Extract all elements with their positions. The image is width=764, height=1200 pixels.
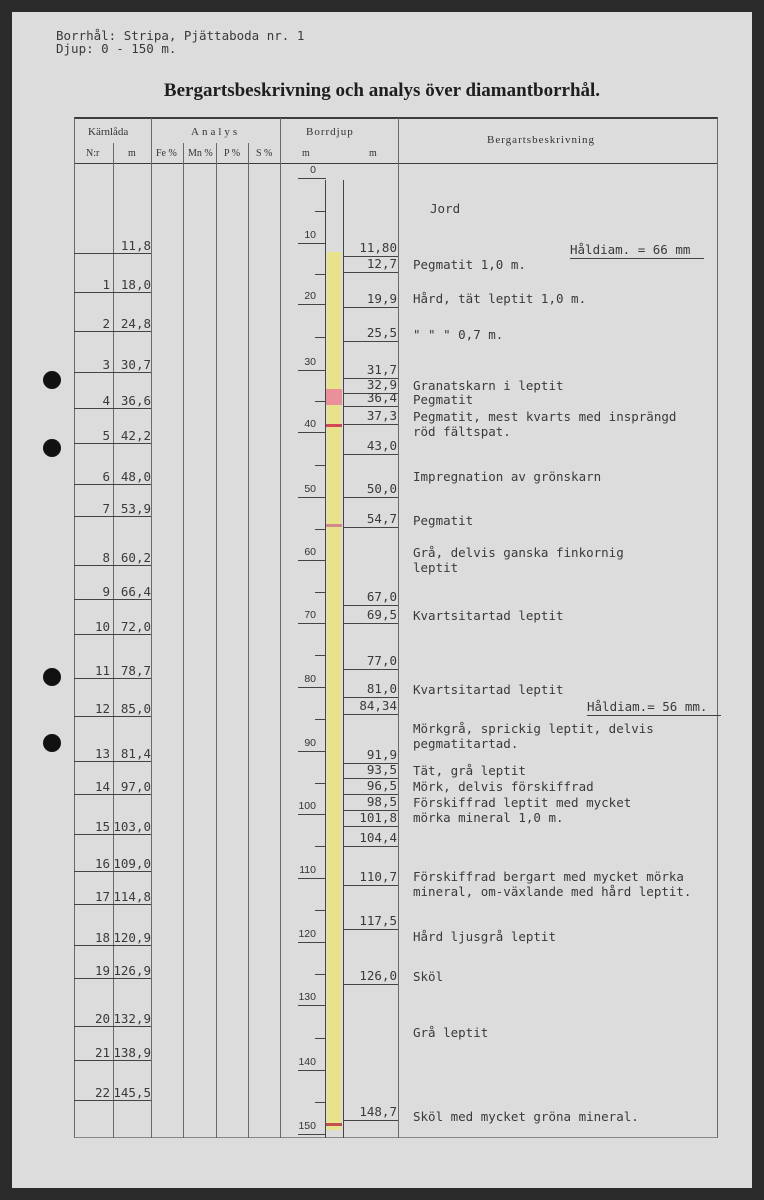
scale-label: 30	[304, 356, 316, 368]
scale-label: 150	[298, 1120, 316, 1132]
box-number: 22	[94, 1085, 110, 1100]
box-number: 16	[94, 856, 110, 871]
box-rule	[74, 834, 151, 835]
box-number: 3	[102, 357, 110, 372]
box-rule	[74, 716, 151, 717]
box-number: 8	[102, 550, 110, 565]
description-text: leptit	[413, 560, 459, 575]
box-depth: 120,9	[113, 930, 151, 945]
description-text: mörka mineral 1,0 m.	[413, 810, 564, 825]
box-depth: 132,9	[113, 1011, 151, 1026]
description-text: röd fältspat.	[413, 424, 511, 439]
depth-rule	[343, 424, 398, 425]
box-depth: 36,6	[120, 393, 151, 408]
depth-rule	[343, 1120, 398, 1121]
depth-value: 11,80	[359, 240, 397, 255]
box-rule	[74, 408, 151, 409]
table-bottom-rule	[74, 1137, 718, 1138]
scale-label: 10	[304, 229, 316, 241]
description-text: Jord	[430, 201, 461, 216]
column-line	[151, 118, 152, 1138]
header-nr: N:r	[86, 148, 100, 159]
box-number: 13	[94, 746, 110, 761]
scale-tick	[298, 497, 326, 498]
description-text: Sköl med mycket gröna mineral.	[413, 1109, 639, 1124]
depth-value: 104,4	[359, 830, 397, 845]
scale-minor-tick	[315, 529, 326, 530]
box-number: 10	[94, 619, 110, 634]
scale-label: 0	[310, 164, 316, 176]
header-fe: Fe %	[156, 148, 177, 159]
description-text: Håldiam. = 66 mm	[570, 242, 691, 257]
box-number: 9	[102, 584, 110, 599]
box-rule	[74, 871, 151, 872]
depth-rule	[343, 984, 398, 985]
box-number: 18	[94, 930, 110, 945]
pegmatite-mark	[326, 424, 342, 427]
box-number: 11	[94, 663, 110, 678]
scale-minor-tick	[315, 401, 326, 402]
scale-minor-tick	[315, 1038, 326, 1039]
box-number: 6	[102, 469, 110, 484]
header-borrdjup: Borrdjup	[306, 126, 354, 138]
box-depth: 24,8	[120, 316, 151, 331]
scale-tick	[298, 304, 326, 305]
box-depth: 138,9	[113, 1045, 151, 1060]
box-depth: 48,0	[120, 469, 151, 484]
header-karnlada: Kärnlåda	[88, 126, 129, 138]
scale-tick	[298, 370, 326, 371]
box-rule	[74, 599, 151, 600]
description-text: Grå, delvis ganska finkornig	[413, 545, 624, 560]
table-header-rule	[74, 163, 718, 164]
box-rule	[74, 761, 151, 762]
box-number: 4	[102, 393, 110, 408]
description-text: Granatskarn i leptit	[413, 378, 564, 393]
depth-rule	[343, 272, 398, 273]
box-depth: 103,0	[113, 819, 151, 834]
description-text: Pegmatit	[413, 513, 474, 528]
depth-value: 110,7	[359, 869, 397, 884]
scale-label: 100	[298, 800, 316, 812]
scale-minor-tick	[315, 337, 326, 338]
depth-value: 67,0	[366, 589, 397, 604]
box-depth: 109,0	[113, 856, 151, 871]
box-number: 5	[102, 428, 110, 443]
box-rule	[74, 1026, 151, 1027]
box-number: 7	[102, 501, 110, 516]
column-line	[398, 118, 399, 1138]
column-line	[248, 143, 249, 1138]
depth-rule	[343, 341, 398, 342]
header-analys: Analys	[191, 126, 241, 138]
scale-label: 90	[304, 737, 316, 749]
description-text: Grå leptit	[413, 1025, 489, 1040]
scale-label: 50	[304, 483, 316, 495]
pegmatite-mark	[326, 524, 342, 527]
column-line	[216, 143, 217, 1138]
depth-rule	[343, 826, 398, 827]
depth-rule	[343, 454, 398, 455]
scale-minor-tick	[315, 655, 326, 656]
box-rule	[74, 253, 151, 254]
box-rule	[74, 945, 151, 946]
box-number: 19	[94, 963, 110, 978]
box-number: 1	[102, 277, 110, 292]
scale-label: 40	[304, 418, 316, 430]
scale-minor-tick	[315, 465, 326, 466]
scale-label: 120	[298, 928, 316, 940]
depth-rule	[343, 527, 398, 528]
box-depth: 81,4	[120, 746, 151, 761]
description-text: Mörkgrå, sprickig leptit, delvis	[413, 721, 654, 736]
box-number: 14	[94, 779, 110, 794]
depth-rule	[343, 846, 398, 847]
box-number: 21	[94, 1045, 110, 1060]
description-text: Pegmatit, mest kvarts med insprängd	[413, 409, 677, 424]
box-number: 20	[94, 1011, 110, 1026]
box-depth: 30,7	[120, 357, 151, 372]
depth-value: 98,5	[366, 794, 397, 809]
box-depth: 11,8	[120, 238, 151, 253]
scale-minor-tick	[315, 846, 326, 847]
depth-value: 32,9	[366, 377, 397, 392]
scale-minor-tick	[315, 910, 326, 911]
punch-hole	[43, 371, 61, 389]
depth-value: 19,9	[366, 291, 397, 306]
scale-tick	[298, 814, 326, 815]
header-mn: Mn %	[188, 148, 213, 159]
core-column	[327, 252, 341, 1130]
box-rule	[74, 565, 151, 566]
scale-tick	[298, 878, 326, 879]
punch-hole	[43, 439, 61, 457]
description-text: Pegmatit 1,0 m.	[413, 257, 526, 272]
scale-minor-tick	[315, 274, 326, 275]
scale-tick	[298, 1005, 326, 1006]
page-title: Bergartsbeskrivning och analys över diamantborrhål.	[163, 80, 601, 101]
haldiam-underline	[570, 258, 704, 259]
scale-tick	[298, 623, 326, 624]
scale-tick	[298, 432, 326, 433]
scale-tick	[298, 751, 326, 752]
column-line	[280, 118, 281, 1138]
box-number: 12	[94, 701, 110, 716]
box-rule	[74, 372, 151, 373]
box-depth: 78,7	[120, 663, 151, 678]
box-rule	[74, 904, 151, 905]
borehole-wall-left	[325, 180, 326, 1138]
column-line	[717, 118, 718, 1138]
depth-value: 101,8	[359, 810, 397, 825]
box-depth: 42,2	[120, 428, 151, 443]
depth-rule	[343, 307, 398, 308]
granatskarn-mark	[326, 389, 342, 405]
borehole-line: Borrhål: Stripa, Pjättaboda nr. 1	[56, 28, 305, 43]
box-rule	[74, 484, 151, 485]
box-depth: 53,9	[120, 501, 151, 516]
depth-value: 37,3	[366, 408, 397, 423]
depth-value: 43,0	[366, 438, 397, 453]
box-number: 15	[94, 819, 110, 834]
scale-tick	[298, 178, 326, 179]
depth-value: 93,5	[366, 762, 397, 777]
depth-value: 84,34	[359, 698, 397, 713]
description-text: Mörk, delvis förskiffrad	[413, 779, 594, 794]
box-rule	[74, 1060, 151, 1061]
scale-minor-tick	[315, 719, 326, 720]
description-text: Förskiffrad bergart med mycket mörka	[413, 869, 684, 884]
depth-value: 117,5	[359, 913, 397, 928]
scale-label: 80	[304, 673, 316, 685]
box-number: 17	[94, 889, 110, 904]
punch-hole	[43, 668, 61, 686]
depth-rule	[343, 605, 398, 606]
depth-rule	[343, 885, 398, 886]
depth-value: 12,7	[366, 256, 397, 271]
column-line	[183, 143, 184, 1138]
box-rule	[74, 678, 151, 679]
box-depth: 126,9	[113, 963, 151, 978]
scale-tick	[298, 1134, 326, 1135]
depth-value: 31,7	[366, 362, 397, 377]
skol-mark	[326, 1123, 342, 1126]
box-depth: 114,8	[113, 889, 151, 904]
haldiam-underline	[587, 715, 721, 716]
borehole-wall-right	[343, 180, 344, 1138]
description-text: Hård ljusgrå leptit	[413, 929, 556, 944]
scale-label: 20	[304, 290, 316, 302]
depth-rule	[343, 406, 398, 407]
punch-hole	[43, 734, 61, 752]
box-rule	[74, 794, 151, 795]
box-depth: 18,0	[120, 277, 151, 292]
scale-label: 140	[298, 1056, 316, 1068]
scale-label: 70	[304, 609, 316, 621]
depth-line: Djup: 0 - 150 m.	[56, 41, 177, 56]
header-s: S %	[256, 148, 273, 159]
scale-label: 130	[298, 991, 316, 1003]
scale-tick	[298, 942, 326, 943]
depth-value: 50,0	[366, 481, 397, 496]
description-text: Hård, tät leptit 1,0 m.	[413, 291, 587, 306]
box-rule	[74, 516, 151, 517]
depth-value: 69,5	[366, 607, 397, 622]
box-rule	[74, 978, 151, 979]
header-bd-m2: m	[369, 148, 377, 159]
depth-rule	[343, 929, 398, 930]
description-text: Tät, grå leptit	[413, 763, 526, 778]
table-top-rule	[74, 117, 718, 119]
header-p: P %	[224, 148, 241, 159]
scale-tick	[298, 1070, 326, 1071]
scale-minor-tick	[315, 1102, 326, 1103]
header-m: m	[128, 148, 136, 159]
box-depth: 85,0	[120, 701, 151, 716]
box-depth: 97,0	[120, 779, 151, 794]
scale-tick	[298, 687, 326, 688]
depth-value: 96,5	[366, 778, 397, 793]
scale-label: 60	[304, 546, 316, 558]
depth-value: 77,0	[366, 653, 397, 668]
box-rule	[74, 292, 151, 293]
scale-tick	[298, 560, 326, 561]
depth-value: 25,5	[366, 325, 397, 340]
header-bd-m1: m	[302, 148, 310, 159]
description-text: Impregnation av grönskarn	[413, 469, 602, 484]
description-text: " " " 0,7 m.	[413, 327, 504, 342]
description-text: pegmatitartad.	[413, 736, 519, 751]
description-text: mineral, om-växlande med hård leptit.	[413, 884, 692, 899]
depth-rule	[343, 497, 398, 498]
description-text: Håldiam.= 56 mm.	[587, 699, 708, 714]
box-rule	[74, 634, 151, 635]
description-text: Pegmatit	[413, 392, 474, 407]
depth-value: 54,7	[366, 511, 397, 526]
depth-value: 81,0	[366, 681, 397, 696]
scale-minor-tick	[315, 211, 326, 212]
scale-tick	[298, 243, 326, 244]
depth-rule	[343, 669, 398, 670]
scale-minor-tick	[315, 783, 326, 784]
depth-rule	[343, 714, 398, 715]
box-depth: 145,5	[113, 1085, 151, 1100]
description-text: Sköl	[413, 969, 444, 984]
header-bergartsbeskrivning: Bergartsbeskrivning	[487, 134, 596, 146]
description-text: Kvartsitartad leptit	[413, 682, 564, 697]
depth-value: 36,4	[366, 390, 397, 405]
depth-rule	[343, 623, 398, 624]
scale-minor-tick	[315, 592, 326, 593]
box-depth: 72,0	[120, 619, 151, 634]
description-text: Kvartsitartad leptit	[413, 608, 564, 623]
box-depth: 66,4	[120, 584, 151, 599]
depth-value: 126,0	[359, 968, 397, 983]
depth-value: 148,7	[359, 1104, 397, 1119]
box-depth: 60,2	[120, 550, 151, 565]
box-number: 2	[102, 316, 110, 331]
depth-value: 91,9	[366, 747, 397, 762]
box-rule	[74, 1100, 151, 1101]
box-rule	[74, 331, 151, 332]
scale-minor-tick	[315, 974, 326, 975]
scale-label: 110	[299, 864, 316, 876]
description-text: Förskiffrad leptit med mycket	[413, 795, 632, 810]
box-rule	[74, 443, 151, 444]
